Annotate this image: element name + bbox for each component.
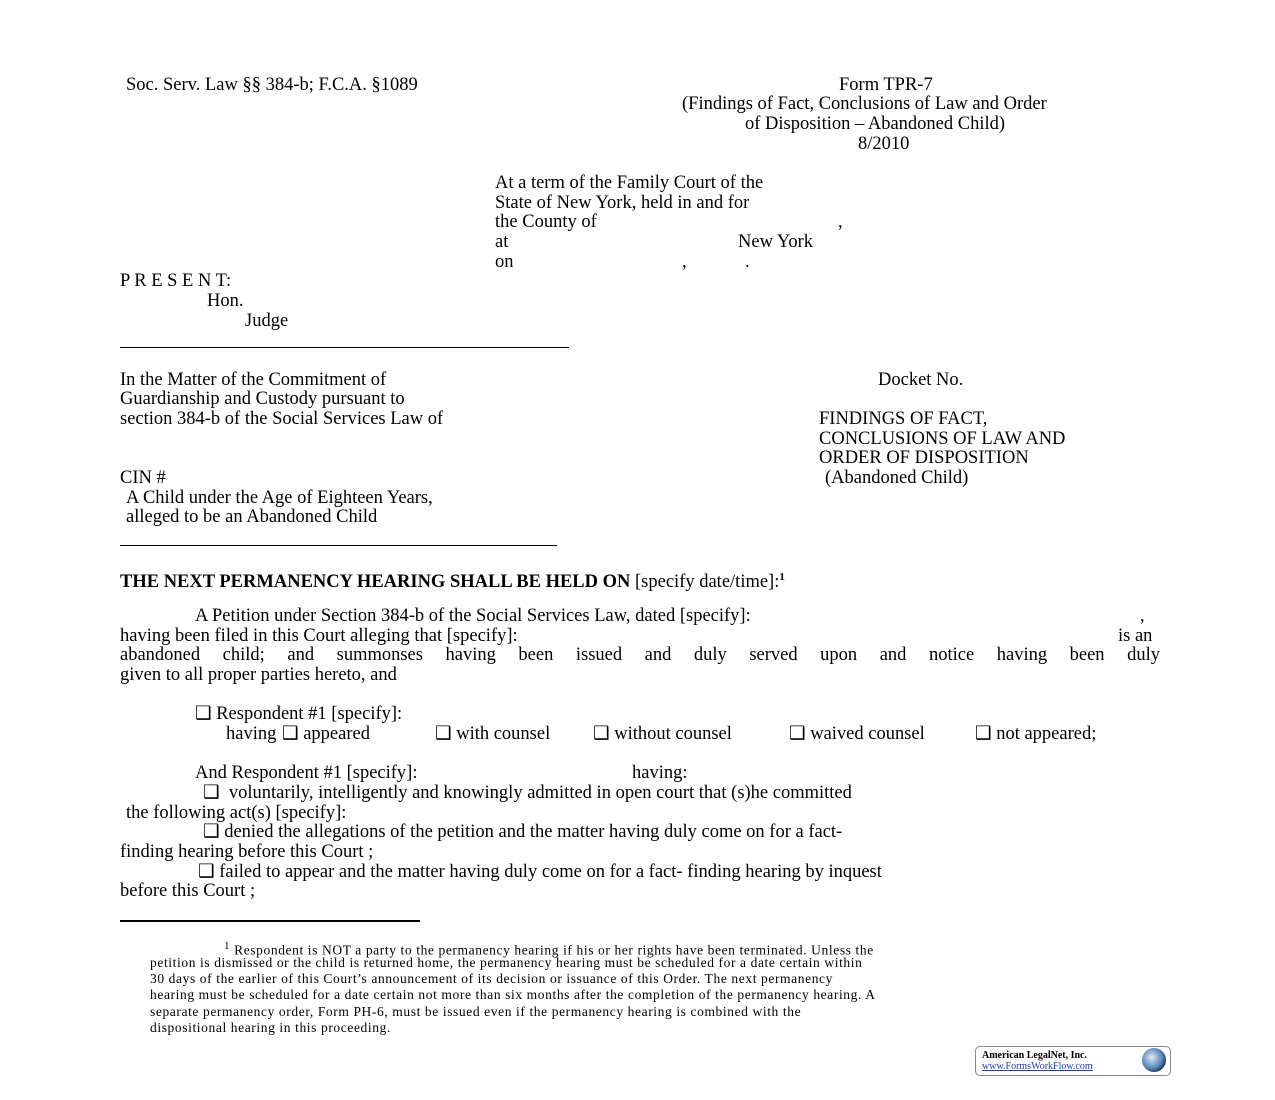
footnote-line: separate permanency order, Form PH-6, must be issued even if the permanency hearing is combined with the <box>150 1004 802 1019</box>
footnote-number: 1 <box>224 940 231 952</box>
docket-label: Docket No. <box>878 370 964 390</box>
cin-label: CIN # <box>120 468 166 488</box>
footnote-ref: 1 <box>779 571 785 583</box>
petition-line: having been filed in this Court alleging that [specify]: <box>120 626 518 646</box>
petition-line: given to all proper parties hereto, and <box>120 665 397 685</box>
court-term-period: . <box>745 252 750 272</box>
denied-checkbox[interactable]: ❑ denied the allegations of the petition and the matter having duly come on for a fact- <box>203 822 843 842</box>
doc-title-line: (Abandoned Child) <box>825 468 969 488</box>
respondent1-checkbox[interactable]: ❑ Respondent #1 [specify]: <box>195 704 403 724</box>
doc-title-line: CONCLUSIONS OF LAW AND <box>819 429 1066 449</box>
footnote-line: hearing must be scheduled for a date certain not more than six months after the completion of the permanency hearing. A <box>150 987 876 1002</box>
form-number: Form TPR-7 <box>839 75 933 95</box>
caption-line: alleged to be an Abandoned Child <box>126 507 378 527</box>
option-continuation: finding hearing before this Court ; <box>120 842 374 862</box>
court-term-line: the County of <box>495 212 597 232</box>
waived-counsel-checkbox[interactable]: ❑ waived counsel <box>789 724 925 744</box>
globe-icon <box>1142 1048 1166 1072</box>
present-label: P R E S E N T: <box>120 271 232 291</box>
caption-line: Guardianship and Custody pursuant to <box>120 389 405 409</box>
respondent2-label: And Respondent #1 [specify]: <box>195 763 418 783</box>
statute-reference: Soc. Serv. Law §§ 384-b; F.C.A. §1089 <box>126 75 418 95</box>
form-date: 8/2010 <box>858 134 910 154</box>
option-continuation: the following act(s) [specify]: <box>126 803 347 823</box>
court-term-line: At a term of the Family Court of the <box>495 173 764 193</box>
without-counsel-checkbox[interactable]: ❑ without counsel <box>593 724 732 744</box>
next-hearing-heading: THE NEXT PERMANENCY HEARING SHALL BE HELD ON <box>120 572 631 593</box>
court-term-comma: , <box>682 252 687 272</box>
appeared-checkbox[interactable]: ❑ appeared <box>282 724 370 744</box>
footnote-line: dispositional hearing in this proceeding. <box>150 1020 391 1035</box>
not-appeared-checkbox[interactable]: ❑ not appeared; <box>975 724 1097 744</box>
next-hearing-line <box>120 567 785 592</box>
doc-title-line: FINDINGS OF FACT, <box>819 409 988 429</box>
failed-to-appear-checkbox[interactable]: ❑ failed to appear and the matter having duly come on for a fact- finding hearing by inquest <box>198 862 882 882</box>
divider <box>120 545 557 546</box>
footnote-line: petition is dismissed or the child is returned home, the permanency hearing must be scheduled for a date certain within <box>150 955 863 970</box>
logo-url-link[interactable]: www.FormsWorkFlow.com <box>982 1061 1093 1072</box>
caption-line: In the Matter of the Commitment of <box>120 370 387 390</box>
court-term-comma: , <box>838 212 843 232</box>
petition-is-an: is an <box>1118 626 1153 646</box>
admitted-checkbox[interactable]: ❑ voluntarily, intelligently and knowingly admitted in open court that (s)he committed <box>203 783 852 803</box>
option-continuation: before this Court ; <box>120 881 256 901</box>
court-term-line: State of New York, held in and for <box>495 193 750 213</box>
respondent1-having: having <box>226 724 277 744</box>
court-term-line: on <box>495 252 514 272</box>
respondent2-having: having: <box>632 763 688 783</box>
footnote-text: Respondent is NOT a party to the permanency hearing if his or her rights have been terminated. Unless the <box>234 942 874 958</box>
american-legalnet-logo[interactable] <box>975 1046 1171 1076</box>
petition-comma: , <box>1140 606 1145 626</box>
with-counsel-checkbox[interactable]: ❑ with counsel <box>435 724 551 744</box>
petition-line: A Petition under Section 384-b of the Social Services Law, dated [specify]: <box>195 606 751 626</box>
caption-line: A Child under the Age of Eighteen Years, <box>126 488 433 508</box>
form-title-line: of Disposition – Abandoned Child) <box>745 114 1006 134</box>
court-term-state: New York <box>738 232 814 252</box>
judge-label: Judge <box>245 311 289 331</box>
hon-label: Hon. <box>207 291 244 311</box>
court-term-line: at <box>495 232 509 252</box>
petition-line: abandoned child; and summonses having been issued and duly served upon and notice having been duly <box>120 645 1160 665</box>
logo-name: American LegalNet, Inc. <box>982 1050 1087 1061</box>
form-title-line: (Findings of Fact, Conclusions of Law and Order <box>682 94 1047 114</box>
caption-line: section 384-b of the Social Services Law of <box>120 409 444 429</box>
footnote-line: 30 days of the earlier of this Court’s announcement of its decision or issuance of this Order. The next permanency <box>150 971 833 986</box>
doc-title-line: ORDER OF DISPOSITION <box>819 448 1029 468</box>
next-hearing-specify: [specify date/time]: <box>630 572 780 593</box>
footnote-divider <box>120 920 420 922</box>
divider <box>120 347 569 348</box>
